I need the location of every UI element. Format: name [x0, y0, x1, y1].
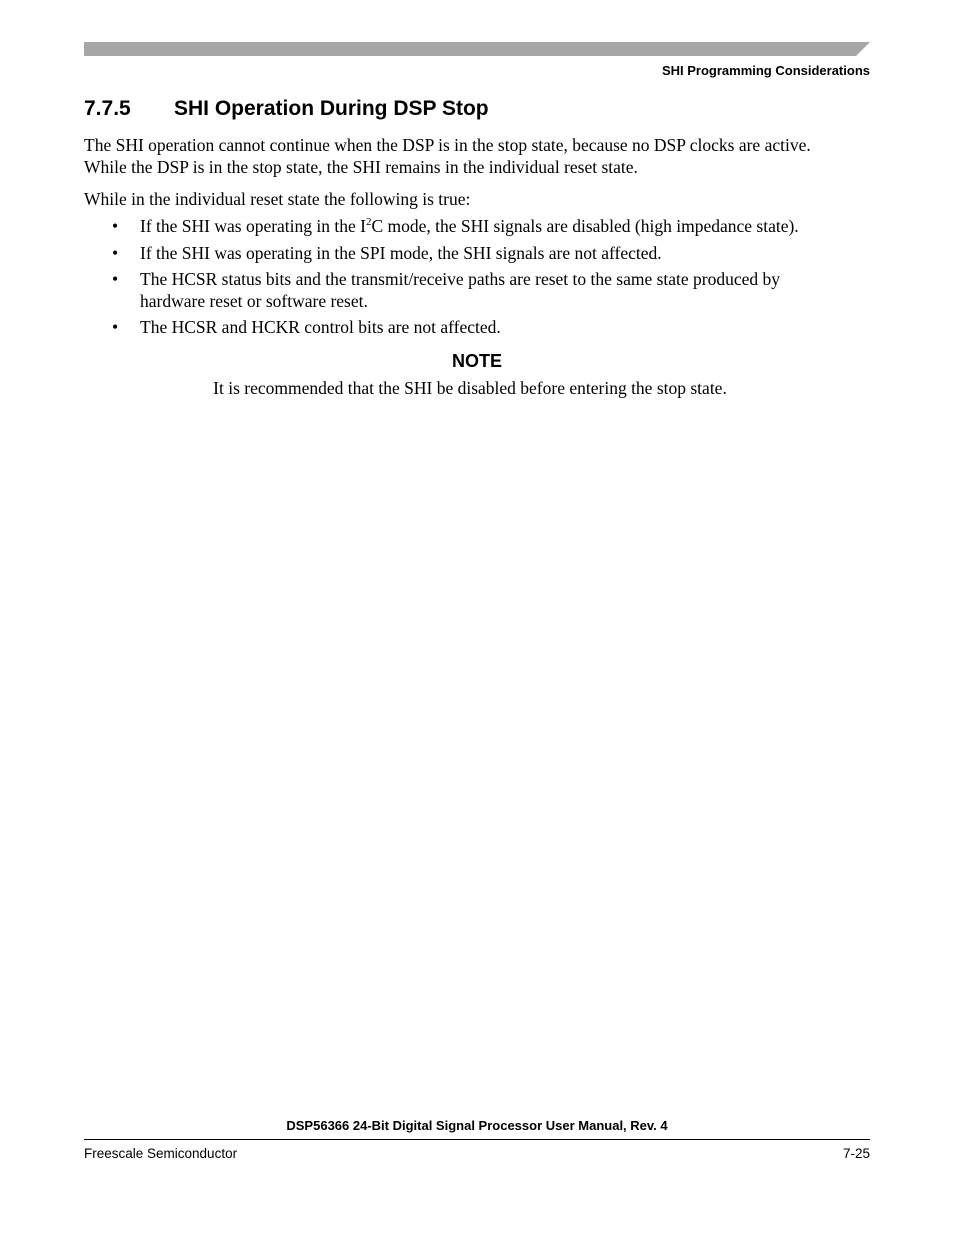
note-title: NOTE: [451, 351, 502, 371]
list-item: [84, 269, 874, 312]
header-bar: [84, 42, 870, 56]
section-title: SHI Operation During DSP Stop: [174, 97, 489, 120]
bullet-dot: •: [112, 317, 119, 337]
paragraph-1-line-1: The SHI operation cannot continue when the DSP is in the stop state, because no DSP clocks are active.: [84, 135, 811, 155]
list-item: [84, 243, 874, 265]
running-head: SHI Programming Considerations: [661, 63, 870, 78]
footer-rule: [84, 1139, 870, 1140]
bullet-text-after: C mode, the SHI signals are disabled (high impedance state).: [371, 216, 799, 236]
page-number: 7-25: [842, 1146, 870, 1161]
footer-company: Freescale Semiconductor: [84, 1146, 238, 1161]
list-item: [84, 216, 874, 238]
note-text: It is recommended that the SHI be disabled before entering the stop state.: [213, 378, 727, 398]
superscript: 2: [365, 216, 372, 228]
footer-title: DSP56366 24-Bit Digital Signal Processor User Manual, Rev. 4: [286, 1118, 668, 1133]
bullet-dot: •: [112, 216, 119, 236]
bullet-dot: •: [112, 269, 119, 289]
section-number: 7.7.5: [84, 97, 131, 120]
list-item: [84, 317, 874, 339]
bullet-text-line-2: hardware reset or software reset.: [140, 290, 368, 311]
paragraph-1: [84, 135, 874, 178]
bullet-text: If the SHI was operating in the SPI mode, the SHI signals are not affected.: [140, 242, 662, 263]
bullet-list: [84, 216, 874, 344]
paragraph-1-line-2: While the DSP is in the stop state, the SHI remains in the individual reset state.: [84, 156, 638, 177]
bullet-text-line-1: The HCSR status bits and the transmit/receive paths are reset to the same state produced by: [140, 269, 781, 289]
section-heading: [84, 97, 489, 121]
bullet-text: The HCSR and HCKR control bits are not affected.: [140, 317, 501, 337]
paragraph-2: While in the individual reset state the following is true:: [84, 189, 471, 209]
bullet-text-before: If the SHI was operating in the I: [140, 216, 366, 236]
bullet-dot: •: [112, 242, 119, 263]
